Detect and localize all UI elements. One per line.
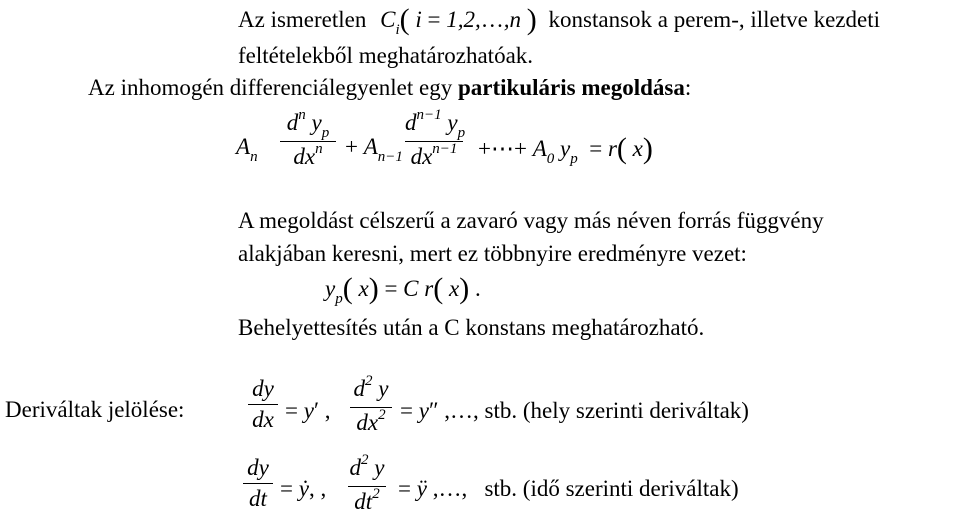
section-heading-bold: partikuláris megoldása bbox=[458, 75, 685, 100]
space-note: stb. (hely szerinti deriváltak) bbox=[484, 398, 749, 423]
intro-text-1: Az ismeretlen bbox=[238, 7, 367, 32]
intro-text-2: konstansok a perem-, illetve kezdeti bbox=[548, 7, 880, 32]
para-line-2: alakjában keresni, mert ez többnyire eredményre vezet: bbox=[238, 241, 747, 266]
intro-line-1 bbox=[238, 5, 880, 36]
constants-formula: $C_i$( i = 1,2,…,n ) bbox=[380, 3, 537, 38]
trial-solution-equation: $y_p$( x) = C r( x) . bbox=[325, 272, 481, 307]
para-line-3: Behelyettesítés után a C konstans meghatározható. bbox=[238, 315, 705, 340]
section-heading: Az inhomogén differenciálegyenlet egy partikuláris megoldása: bbox=[88, 75, 692, 100]
time-note: stb. (idő szerinti deriváltak) bbox=[484, 476, 739, 501]
para-line-1: A megoldást célszerű a zavaró vagy más néven forrás függvény bbox=[238, 208, 824, 233]
intro-line-2: feltételekből meghatározhatóak. bbox=[238, 43, 534, 68]
derivatives-label: Deriváltak jelölése: bbox=[5, 397, 185, 422]
